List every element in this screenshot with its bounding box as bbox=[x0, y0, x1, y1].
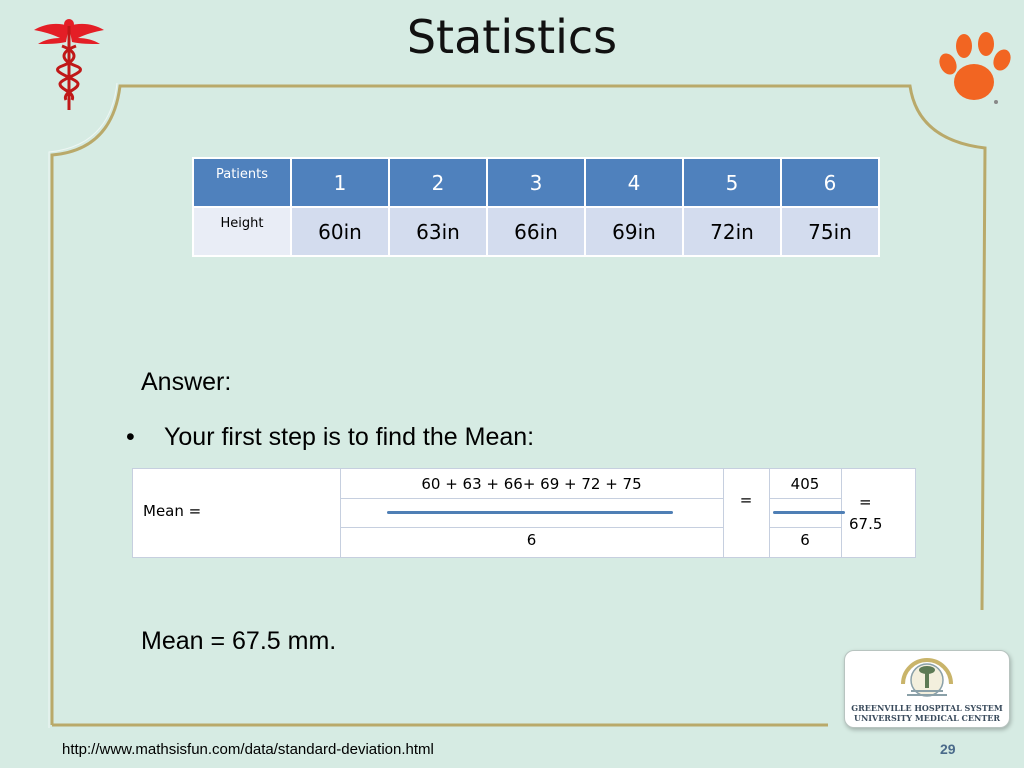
source-link[interactable]: http://www.mathsisfun.com/data/standard-deviation.html bbox=[62, 741, 434, 758]
equals-sign: = bbox=[739, 491, 753, 509]
bullet-text: Your first step is to find the Mean: bbox=[164, 423, 535, 451]
hospital-name-line2: UNIVERSITY MEDICAL CENTER bbox=[853, 713, 1001, 723]
page-number: 29 bbox=[940, 741, 956, 757]
table-cell-height: 63in bbox=[389, 207, 487, 256]
table-header-row bbox=[193, 158, 879, 207]
table-cell-height: 69in bbox=[585, 207, 683, 256]
patients-height-table bbox=[192, 157, 880, 257]
result-value: 67.5 bbox=[849, 515, 883, 533]
table-cell-patient: 6 bbox=[781, 158, 879, 207]
table-cell-height: 60in bbox=[291, 207, 389, 256]
result-equals-sign: = bbox=[859, 493, 872, 511]
hospital-logo bbox=[844, 650, 1010, 728]
table-cell-patient: 1 bbox=[291, 158, 389, 207]
table-cell-height: 72in bbox=[683, 207, 781, 256]
bullet-dot: • bbox=[126, 423, 135, 451]
denominator: 6 bbox=[526, 531, 537, 549]
table-cell-patient: 3 bbox=[487, 158, 585, 207]
numerator-sum: 60 + 63 + 66+ 69 + 72 + 75 bbox=[421, 475, 642, 493]
mean-label: Mean = bbox=[143, 502, 202, 520]
mean-calculation-table bbox=[132, 468, 916, 558]
count-value: 6 bbox=[800, 531, 810, 549]
sum-value: 405 bbox=[790, 475, 820, 493]
table-header-label: Patients bbox=[193, 158, 291, 207]
table-cell-patient: 4 bbox=[585, 158, 683, 207]
table-cell-height: 66in bbox=[487, 207, 585, 256]
hospital-seal-icon bbox=[897, 654, 957, 700]
table-cell-height: 75in bbox=[781, 207, 879, 256]
table-row bbox=[193, 207, 879, 256]
bullet-item bbox=[126, 423, 534, 452]
slide-title: Statistics bbox=[406, 10, 618, 64]
fraction-bar bbox=[773, 511, 845, 514]
table-cell-patient: 2 bbox=[389, 158, 487, 207]
table-cell-patient: 5 bbox=[683, 158, 781, 207]
answer-label: Answer: bbox=[141, 368, 232, 396]
mean-result-text: Mean = 67.5 mm. bbox=[141, 627, 337, 655]
table-row-label: Height bbox=[193, 207, 291, 256]
fraction-bar bbox=[387, 511, 673, 514]
hospital-name bbox=[849, 703, 1005, 723]
hospital-name-line1: GREENVILLE HOSPITAL SYSTEM bbox=[851, 703, 1003, 713]
